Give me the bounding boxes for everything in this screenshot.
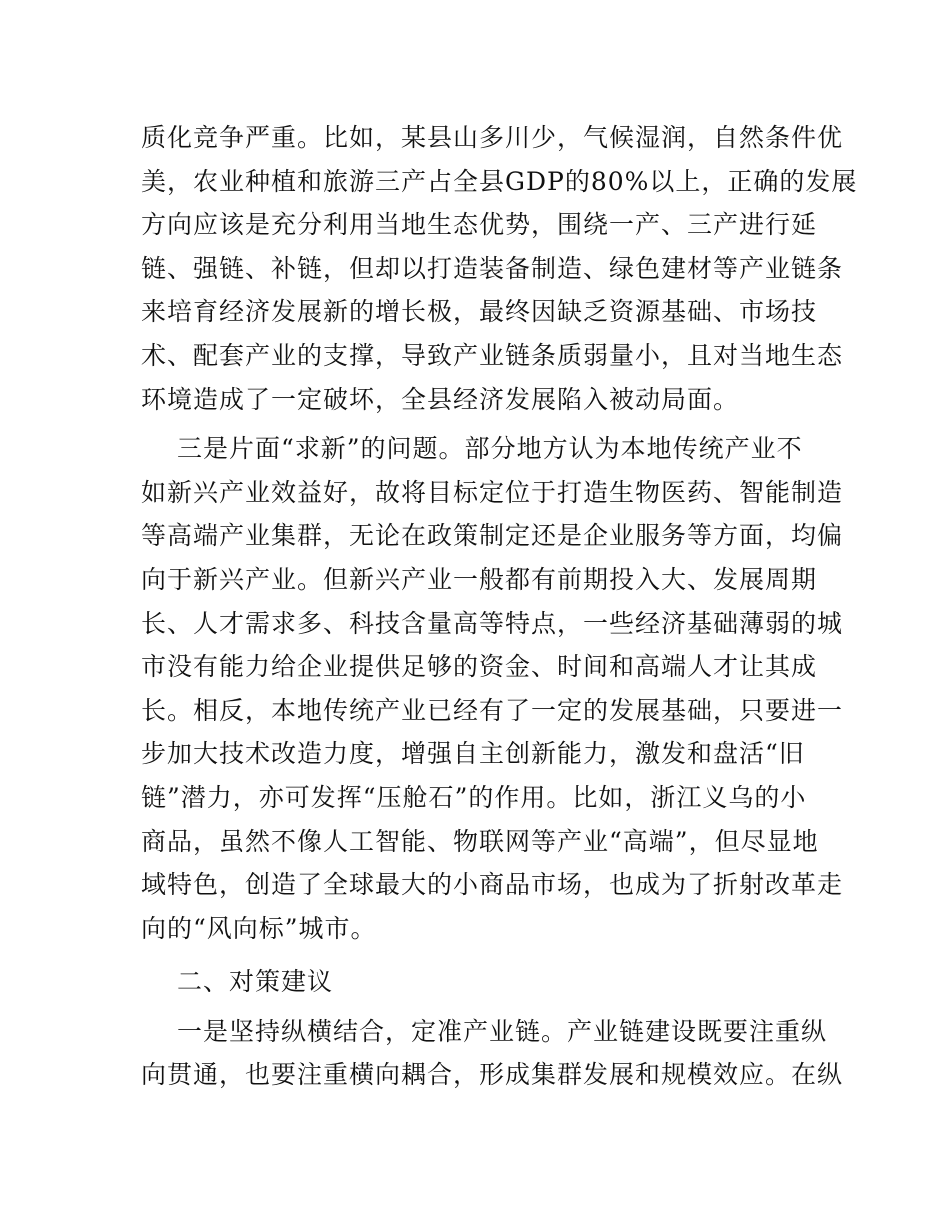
text-line: 一是坚持纵横结合，定准产业链。产业链建设既要注重纵 [177,1016,828,1046]
text-line: 术、配套产业的支撑，导致产业链条质弱量小，且对当地生态 [141,340,844,370]
text-line: 质化竞争严重。比如，某县山多川少，气候湿润，自然条件优 [141,123,844,152]
text-line: 如新兴产业效益好，故将目标定位于打造生物医药、智能制造 [141,477,844,507]
text-line: 长。相反，本地传统产业已经有了一定的发展基础，只要进一 [141,695,844,725]
text-line: 商品，虽然不像人工智能、物联网等产业“高端”，但尽显地 [141,826,819,856]
text-line: 市没有能力给企业提供足够的资金、时间和高端人才让其成 [141,652,818,682]
text-line: 环境造成了一定破坏，全县经济发展陷入被动局面。 [141,384,740,414]
text-line: 向贯通，也要注重横向耦合，形成集群发展和规模效应。在纵 [141,1060,844,1090]
text-line: 美，农业种植和旅游三产占全县GDP的80%以上，正确的发展 [141,166,858,196]
text-line: 向的“风向标”城市。 [141,913,377,943]
text-line: 方向应该是充分利用当地生态优势，围绕一产、三产进行延 [141,210,818,240]
text-line: 链”潜力，亦可发挥“压舱石”的作用。比如，浙江义乌的小 [141,782,807,812]
text-line: 三是片面“求新”的问题。部分地方认为本地传统产业不 [177,434,803,464]
paragraph-3 [141,1010,844,1097]
paragraph-2 [141,427,844,950]
text-line: 长、人才需求多、科技含量高等特点，一些经济基础薄弱的城 [141,608,844,638]
text-line: 步加大技术改造力度，增强自主创新能力，激发和盘活“旧 [141,739,805,769]
text-line: 链、强链、补链，但却以打造装备制造、绿色建材等产业链条 [141,253,844,283]
text-line: 等高端产业集群，无论在政策制定还是企业服务等方面，均偏 [141,521,844,551]
text-line: 域特色，创造了全球最大的小商品市场，也成为了折射改革走 [141,870,844,900]
section-heading: 二、对策建议 [177,967,334,997]
text-line: 向于新兴产业。但新兴产业一般都有前期投入大、发展周期 [141,564,818,594]
paragraph-1 [141,116,858,421]
text-line: 来培育经济发展新的增长极，最终因缺乏资源基础、市场技 [141,297,818,327]
body-text [141,116,858,1097]
